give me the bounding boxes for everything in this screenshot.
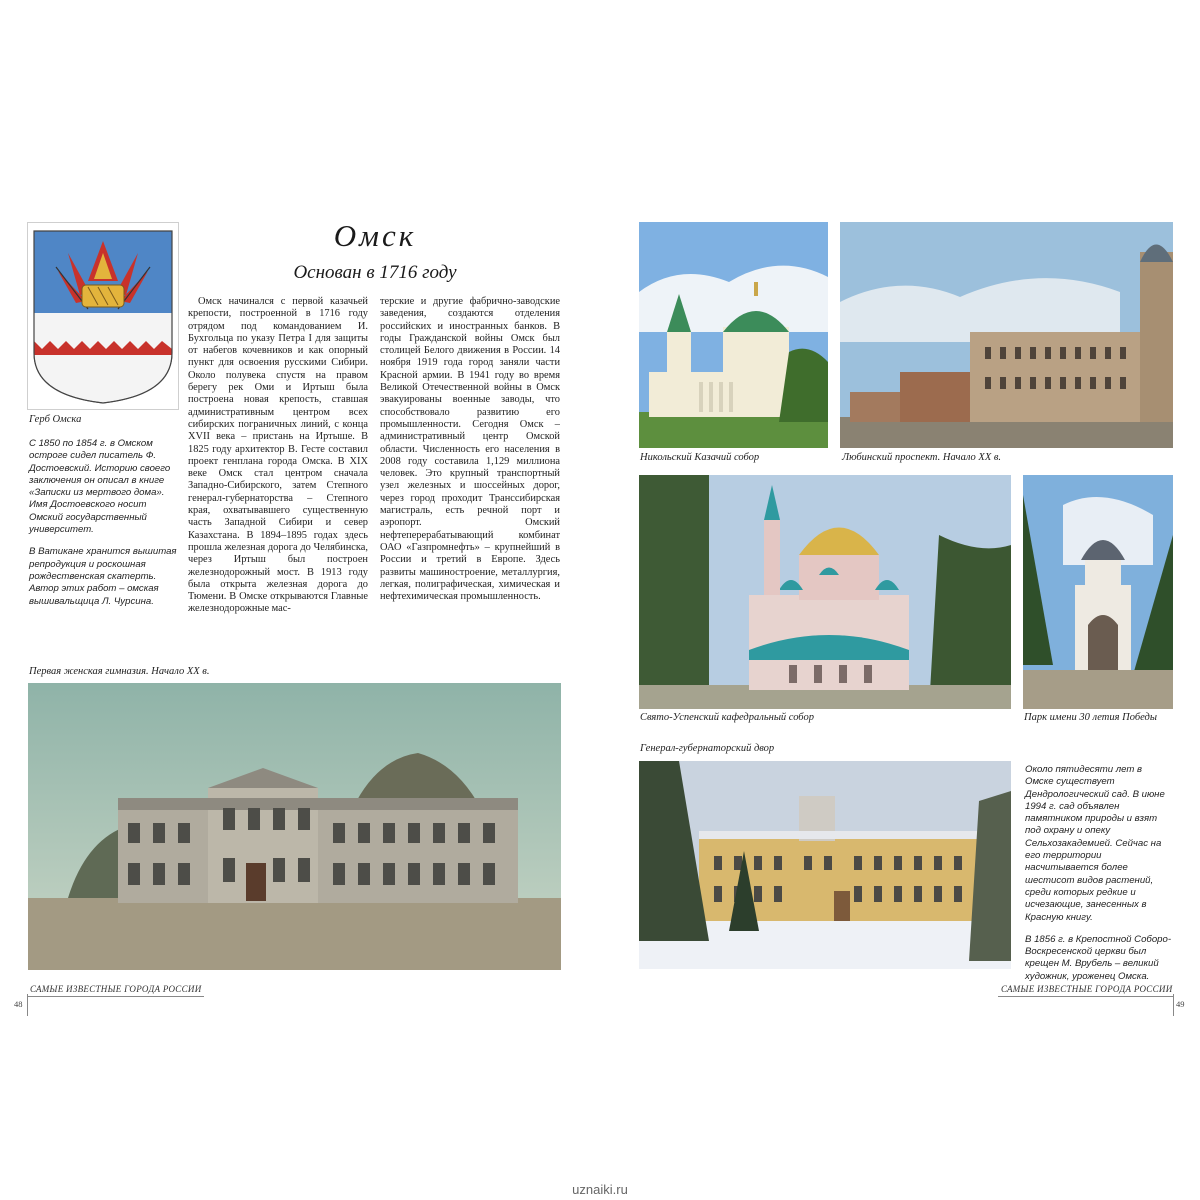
- right-footer-label: САМЫЕ ИЗВЕСТНЫЕ ГОРОДА РОССИИ: [1001, 984, 1173, 994]
- uspensky-cathedral-photo: [639, 475, 1011, 709]
- side-note-vatican: В Ватикане хранится вышитая репродукция и роскошная рождественская скатерть. Автор этих работ – омская вышивальщица Л. Чурсина.: [29, 546, 177, 607]
- coat-caption: Герб Омска: [29, 414, 82, 425]
- right-side-note: [1025, 764, 1173, 993]
- left-footer-label: САМЫЕ ИЗВЕСТНЫЕ ГОРОДА РОССИИ: [30, 984, 202, 994]
- body-column-2: терские и другие фабрично-заводские заведения, создаются отделения российских и иностранных банков. В годы Гражданской войны Омск был столицей Белого движения в России. 14 ноября 1919 года город заняли части Красной армии. В 1941 году во время Великой Отечественной войны в Омск эвакуированы военные заводы, что способствовало развитию его промышленности. Сегодня Омск – административный центр Омской области. Численность его населения в 2008 году составила 1,129 миллиона человек. Это крупный транспортный узел железных и шоссейных дорог, через город проходит Транссибирская магистраль, есть речной порт и аэропорт. Омский нефтеперерабатывающий комбинат ОАО «Газпромнефть» – крупнейший в России и третий в Европе. Здесь развиты машиностроение, металлургия, легкая, полиграфическая, химическая и нефтехимическая промышленность.: [380, 296, 560, 603]
- caption-nikolsky: Никольский Казачий собор: [640, 452, 760, 463]
- left-side-note: [29, 438, 179, 618]
- body-column-1: Омск начинался с первой казачьей крепости, построенной в 1716 году отрядом под командованием И. Бухгольца по указу Петра I для защиты от набегов кочевников и как опорный пункт для освоения русскими Сибири. Около полувека спустя на правом берегу рек Оми и Иртыш была построена новая крепость, ставшая административным центром всех сибирских пограничных линий, с конца XVII века – пристань на Иртыше. В 1825 году архитектор В. Гесте составил проект генплана города Омска. В XIX веке Омск стал центром сначала Западно-Сибирского, затем Степного генерал-губернаторства – Степного края, охватывавшего существенную часть Западной Сибири и север Казахстана. В 1894–1895 годах здесь прошла железная дорога до Челябинска, через Иртыш был построен железнодорожный мост. В 1913 году была открыта железная дорога до Тюмени. В Омске открываются Главные железнодорожные мас-: [188, 296, 368, 615]
- park-chapel-photo: [1023, 475, 1173, 709]
- caption-governor: Генерал-губернаторский двор: [640, 743, 775, 754]
- caption-uspensky: Свято-Успенский кафедральный собор: [640, 712, 814, 723]
- nikolsky-cathedral-photo: [639, 222, 828, 448]
- side-note-dostoevsky: С 1850 по 1854 г. в Омском остроге сидел писатель Ф. Достоевский. Историю своего заключения он описал в книге «Записки из мертвого дома». Имя Достоевского носит Омский государственный университет.: [29, 438, 171, 536]
- left-footer-divider: [27, 994, 28, 1016]
- right-footer-rule: [998, 996, 1173, 997]
- side-note-vrubel: В 1856 г. в Крепостной Соборо-Воскресенской церкви был крещен М. Врубель – великий художник, уроженец Омска.: [1025, 933, 1172, 982]
- watermark: uznaiki.ru: [572, 1182, 628, 1197]
- left-page-number: 48: [14, 999, 23, 1009]
- coat-of-arms-frame: [27, 222, 179, 410]
- gymnasium-photo: [28, 683, 561, 970]
- governor-court-photo: [639, 761, 1011, 969]
- side-note-dendrology: Около пятидесяти лет в Омске существует Дендрологический сад. В июне 1994 г. сад объявлен памятником природы и взят под охрану и опеку Сельхозакадемией. Сейчас на его территории насчитывается более шестисот видов растений, среди которых редкие и исчезающие, занесенных в Красную книгу.: [1025, 764, 1165, 923]
- coat-of-arms-icon: [28, 223, 178, 409]
- left-footer-rule: [28, 996, 204, 997]
- lyubinsky-prospect-photo: [840, 222, 1173, 448]
- page-subtitle: Основан в 1716 году: [293, 262, 457, 283]
- gymnasium-caption: Первая женская гимназия. Начало XX в.: [29, 666, 210, 677]
- page-title: Омск: [333, 218, 417, 253]
- right-footer-divider: [1173, 994, 1174, 1016]
- right-page-number: 49: [1176, 999, 1185, 1009]
- caption-lyubinsky: Любинский проспект. Начало XX в.: [842, 452, 1002, 463]
- caption-park: Парк имени 30 летия Победы: [1024, 712, 1157, 723]
